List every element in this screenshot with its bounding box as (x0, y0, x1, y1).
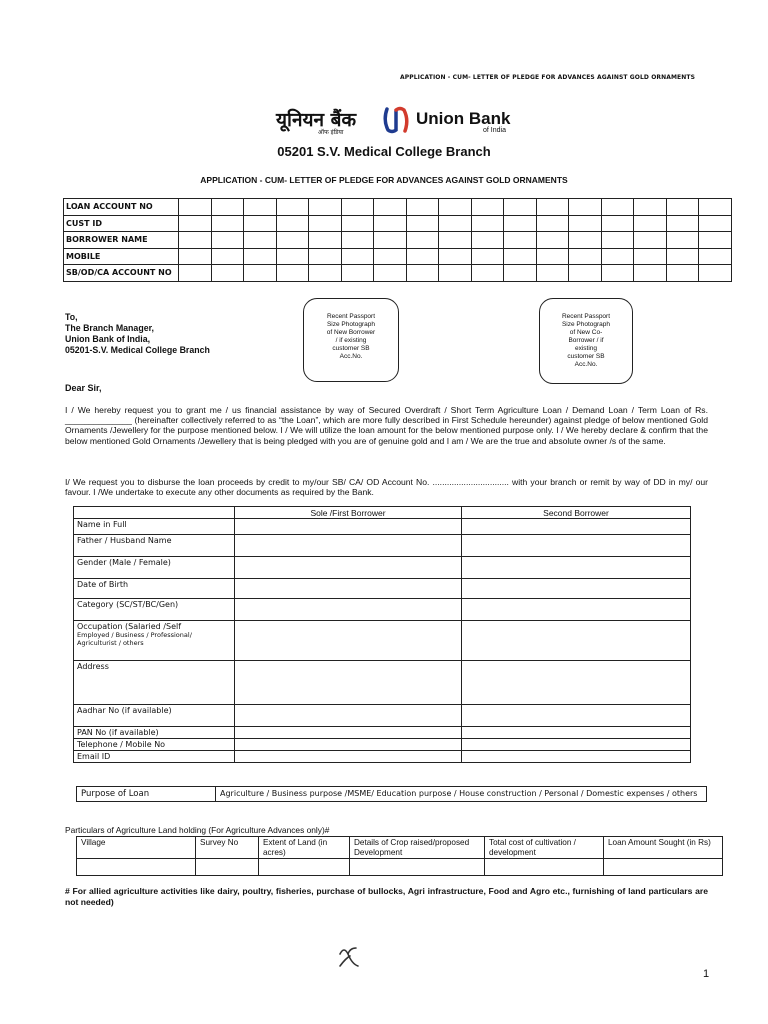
union-bank-emblem-icon (381, 106, 411, 134)
id-entry-cell[interactable] (699, 265, 732, 282)
details-row-label (74, 661, 235, 705)
id-entry-cell[interactable] (341, 265, 374, 282)
address-line-3: 05201-S.V. Medical College Branch (65, 345, 210, 355)
details-label-text: Email ID (77, 752, 111, 761)
branch-title: 05201 S.V. Medical College Branch (277, 144, 491, 159)
purpose-options[interactable]: Agriculture / Business purpose /MSME/ Education purpose / House construction / Personal / Domestic expenses / others (216, 787, 707, 802)
id-entry-cell[interactable] (179, 199, 212, 216)
id-entry-cell[interactable] (341, 199, 374, 216)
id-row-label: BORROWER NAME (64, 232, 179, 249)
purpose-table (76, 786, 707, 802)
id-entry-cell[interactable] (699, 248, 732, 265)
agri-column-header: Loan Amount Sought (in Rs) (604, 837, 723, 859)
top-caption: APPLICATION - CUM- LETTER OF PLEDGE FOR ADVANCES AGAINST GOLD ORNAMENTS (400, 74, 695, 81)
id-entry-cell[interactable] (699, 232, 732, 249)
second-borrower-field[interactable] (462, 705, 691, 727)
details-row (74, 599, 691, 621)
photo-box-text: existing (574, 345, 598, 352)
photo-box-text: Acc.No. (339, 353, 363, 360)
id-entry-cell[interactable] (309, 199, 342, 216)
id-table-row (64, 248, 732, 265)
agri-entry-cell[interactable] (77, 859, 196, 876)
id-entry-cell[interactable] (211, 215, 244, 232)
second-borrower-field[interactable] (462, 727, 691, 739)
logo-brand-sub: of India (483, 127, 506, 134)
details-row (74, 727, 691, 739)
details-row-label (74, 621, 235, 661)
id-entry-cell[interactable] (569, 265, 602, 282)
details-row (74, 579, 691, 599)
photo-box-text: Recent Passport (326, 313, 376, 320)
request-paragraph: I / We hereby request you to grant me / us financial assistance by way of Secured Overdraft / Short Term Agriculture Loan / Demand Loan / Term Loan of Rs. ______________ (hereinafter collectively referred to as “the Loan”, which are more fully described in First Schedule hereunder) against pledge of below mentioned Gold Ornaments /Jewellery for the purpose mentioned below. I / We will utilize the loan amount for the below mentioned purpose only. I / We hereby declare & confirm that the below mentioned Gold Ornaments /Jewellery that is being pledged with you are of genuine gold and I am / We are the true and absolute owner /s of the same. (65, 405, 708, 446)
id-entry-cell[interactable] (569, 215, 602, 232)
photo-box-text: / if existing (335, 337, 367, 344)
id-entry-cell[interactable] (439, 199, 472, 216)
id-entry-cell[interactable] (634, 232, 667, 249)
details-label-text: Name in Full (77, 520, 127, 529)
agri-entry-cell[interactable] (350, 859, 485, 876)
id-entry-cell[interactable] (666, 232, 699, 249)
union-bank-logo (276, 104, 521, 138)
agri-entry-cell[interactable] (485, 859, 604, 876)
photo-box-text: Recent Passport (561, 313, 611, 320)
agri-column-header: Total cost of cultivation / development (485, 837, 604, 859)
photo-box-text: customer SB (567, 353, 605, 360)
id-entry-cell[interactable] (374, 232, 407, 249)
id-entry-cell[interactable] (179, 215, 212, 232)
second-borrower-field[interactable] (462, 621, 691, 661)
agri-column-header: Village (77, 837, 196, 859)
details-row-label (74, 519, 235, 535)
id-entry-cell[interactable] (309, 265, 342, 282)
details-label-text: Father / Husband Name (77, 536, 172, 545)
details-row-label (74, 727, 235, 739)
id-entry-cell[interactable] (666, 265, 699, 282)
details-label-text: Address (77, 662, 109, 671)
id-entry-cell[interactable] (341, 215, 374, 232)
details-label-text: PAN No (if available) (77, 728, 159, 737)
logo-hindi-sub: ऑफ इंडिया (318, 129, 344, 136)
details-row (74, 751, 691, 763)
id-entry-cell[interactable] (406, 199, 439, 216)
id-entry-cell[interactable] (699, 215, 732, 232)
details-row (74, 661, 691, 705)
id-entry-cell[interactable] (406, 248, 439, 265)
details-row (74, 557, 691, 579)
id-entry-cell[interactable] (471, 248, 504, 265)
id-entry-cell[interactable] (276, 232, 309, 249)
photo-box-text: Borrower / if (568, 337, 604, 344)
photo-box-text: of New Borrower (326, 329, 376, 336)
id-entry-cell[interactable] (536, 199, 569, 216)
id-row-label: CUST ID (64, 215, 179, 232)
agri-caption: Particulars of Agriculture Land holding (For Agriculture Advances only)# (65, 825, 330, 835)
id-entry-cell[interactable] (211, 199, 244, 216)
agri-column-header: Details of Crop raised/proposed Development (350, 837, 485, 859)
id-table-row (64, 199, 732, 216)
id-entry-cell[interactable] (374, 199, 407, 216)
id-entry-cell[interactable] (666, 215, 699, 232)
details-row-label (74, 705, 235, 727)
id-entry-cell[interactable] (569, 232, 602, 249)
details-row-label (74, 599, 235, 621)
details-row (74, 739, 691, 751)
id-entry-cell[interactable] (179, 232, 212, 249)
details-row-label (74, 557, 235, 579)
first-borrower-field[interactable] (235, 727, 462, 739)
second-borrower-field[interactable] (462, 519, 691, 535)
id-entry-cell[interactable] (471, 265, 504, 282)
details-label-text: Occupation (Salaried /Self (77, 622, 182, 631)
id-entry-cell[interactable] (471, 215, 504, 232)
photo-box-text: of New Co- (569, 329, 603, 336)
agri-header-row (77, 837, 723, 859)
first-borrower-field[interactable] (235, 557, 462, 579)
id-entry-cell[interactable] (634, 215, 667, 232)
details-label-text: Category (SC/ST/BC/Gen) (77, 600, 179, 609)
id-entry-cell[interactable] (601, 199, 634, 216)
id-entry-cell[interactable] (504, 232, 537, 249)
id-entry-cell[interactable] (211, 232, 244, 249)
agri-column-header: Extent of Land (in acres) (259, 837, 350, 859)
first-borrower-field[interactable] (235, 599, 462, 621)
details-row-label (74, 739, 235, 751)
agri-land-table (76, 836, 723, 876)
header-second-borrower: Second Borrower (462, 507, 691, 519)
account-id-table (63, 198, 732, 282)
id-entry-cell[interactable] (699, 199, 732, 216)
id-entry-cell[interactable] (406, 232, 439, 249)
id-entry-cell[interactable] (211, 265, 244, 282)
first-borrower-field[interactable] (235, 751, 462, 763)
id-entry-cell[interactable] (244, 199, 277, 216)
id-entry-cell[interactable] (244, 232, 277, 249)
id-entry-cell[interactable] (634, 248, 667, 265)
second-borrower-field[interactable] (462, 557, 691, 579)
id-table-row (64, 265, 732, 282)
address-line-1: The Branch Manager, (65, 323, 154, 333)
salutation: Dear Sir, (65, 383, 102, 393)
id-entry-cell[interactable] (179, 248, 212, 265)
id-entry-cell[interactable] (601, 215, 634, 232)
second-borrower-field[interactable] (462, 661, 691, 705)
details-label-text: Gender (Male / Female) (77, 558, 171, 567)
details-label-text: Telephone / Mobile No (77, 740, 166, 749)
id-row-label: SB/OD/CA ACCOUNT NO (64, 265, 179, 282)
agri-entry-row (77, 859, 723, 876)
handwritten-initial-mark (336, 944, 362, 970)
details-label-text: Aadhar No (if available) (77, 706, 172, 715)
second-borrower-field[interactable] (462, 535, 691, 557)
id-entry-cell[interactable] (374, 248, 407, 265)
agri-entry-cell[interactable] (604, 859, 723, 876)
id-entry-cell[interactable] (536, 248, 569, 265)
id-entry-cell[interactable] (439, 232, 472, 249)
logo-hindi-text: यूनियन बैंक (276, 109, 357, 131)
footnote: # For allied agriculture activities like dairy, poultry, fisheries, purchase of bullocks, Agri infrastructure, Food and Agro etc., furnishing of land particulars are not needed) (65, 886, 708, 907)
photo-box-text: Size Photograph (561, 321, 611, 328)
id-entry-cell[interactable] (341, 248, 374, 265)
id-entry-cell[interactable] (601, 265, 634, 282)
address-to: To, (65, 312, 78, 322)
agri-entry-cell[interactable] (259, 859, 350, 876)
id-entry-cell[interactable] (211, 248, 244, 265)
id-entry-cell[interactable] (309, 248, 342, 265)
borrower-details-table (73, 506, 691, 763)
details-row (74, 621, 691, 661)
id-entry-cell[interactable] (666, 199, 699, 216)
id-entry-cell[interactable] (244, 265, 277, 282)
id-entry-cell[interactable] (536, 232, 569, 249)
id-entry-cell[interactable] (439, 265, 472, 282)
id-entry-cell[interactable] (276, 265, 309, 282)
id-entry-cell[interactable] (634, 265, 667, 282)
id-entry-cell[interactable] (504, 199, 537, 216)
addressee-block (65, 312, 210, 356)
id-entry-cell[interactable] (179, 265, 212, 282)
id-entry-cell[interactable] (504, 265, 537, 282)
first-borrower-field[interactable] (235, 739, 462, 751)
first-borrower-field[interactable] (235, 519, 462, 535)
details-label-text: Date of Birth (77, 580, 129, 589)
id-entry-cell[interactable] (309, 215, 342, 232)
id-entry-cell[interactable] (569, 248, 602, 265)
details-header-blank (74, 507, 235, 519)
second-borrower-field[interactable] (462, 739, 691, 751)
details-row (74, 519, 691, 535)
purpose-label: Purpose of Loan (77, 787, 216, 802)
agri-entry-cell[interactable] (196, 859, 259, 876)
details-label-subtext: Employed / Business / Professional/ Agriculturist / others (77, 631, 192, 647)
id-entry-cell[interactable] (244, 215, 277, 232)
details-row (74, 535, 691, 557)
page-number: 1 (703, 968, 710, 980)
header-first-borrower: Sole /First Borrower (235, 507, 462, 519)
id-entry-cell[interactable] (634, 199, 667, 216)
id-entry-cell[interactable] (341, 232, 374, 249)
id-entry-cell[interactable] (244, 248, 277, 265)
id-entry-cell[interactable] (504, 215, 537, 232)
id-entry-cell[interactable] (536, 215, 569, 232)
details-row-label (74, 535, 235, 557)
id-table-row (64, 232, 732, 249)
id-entry-cell[interactable] (374, 215, 407, 232)
id-entry-cell[interactable] (406, 215, 439, 232)
second-borrower-field[interactable] (462, 579, 691, 599)
first-borrower-field[interactable] (235, 661, 462, 705)
details-row-label (74, 751, 235, 763)
id-row-label: MOBILE (64, 248, 179, 265)
form-title: APPLICATION - CUM- LETTER OF PLEDGE FOR ADVANCES AGAINST GOLD ORNAMENTS (200, 175, 568, 185)
co-borrower-photo-box[interactable] (539, 298, 633, 384)
id-entry-cell[interactable] (276, 199, 309, 216)
id-table-row (64, 215, 732, 232)
photo-box-text: customer SB (332, 345, 370, 352)
borrower-photo-box[interactable] (303, 298, 399, 382)
logo-brand-text: Union Bank (416, 109, 511, 128)
id-entry-cell[interactable] (276, 248, 309, 265)
id-entry-cell[interactable] (471, 232, 504, 249)
id-entry-cell[interactable] (374, 265, 407, 282)
id-entry-cell[interactable] (276, 215, 309, 232)
first-borrower-field[interactable] (235, 535, 462, 557)
photo-box-text: Acc.No. (574, 361, 598, 368)
details-row-label (74, 579, 235, 599)
first-borrower-field[interactable] (235, 621, 462, 661)
id-entry-cell[interactable] (309, 232, 342, 249)
second-borrower-field[interactable] (462, 599, 691, 621)
first-borrower-field[interactable] (235, 579, 462, 599)
id-entry-cell[interactable] (504, 248, 537, 265)
first-borrower-field[interactable] (235, 705, 462, 727)
id-entry-cell[interactable] (471, 199, 504, 216)
id-row-label: LOAN ACCOUNT NO (64, 199, 179, 216)
id-entry-cell[interactable] (439, 248, 472, 265)
id-entry-cell[interactable] (666, 248, 699, 265)
address-line-2: Union Bank of India, (65, 334, 151, 344)
disbursement-paragraph: I/ We request you to disburse the loan proceeds by credit to my/our SB/ CA/ OD Account No. ................................ with your branch or remit by way of DD in my/ our favour. I /We undertake to execute any other documents as required by the Bank. (65, 477, 708, 498)
id-entry-cell[interactable] (536, 265, 569, 282)
photo-box-text: Size Photograph (326, 321, 376, 328)
agri-column-header: Survey No (196, 837, 259, 859)
id-entry-cell[interactable] (601, 248, 634, 265)
details-row (74, 705, 691, 727)
id-entry-cell[interactable] (439, 215, 472, 232)
id-entry-cell[interactable] (601, 232, 634, 249)
id-entry-cell[interactable] (406, 265, 439, 282)
id-entry-cell[interactable] (569, 199, 602, 216)
second-borrower-field[interactable] (462, 751, 691, 763)
